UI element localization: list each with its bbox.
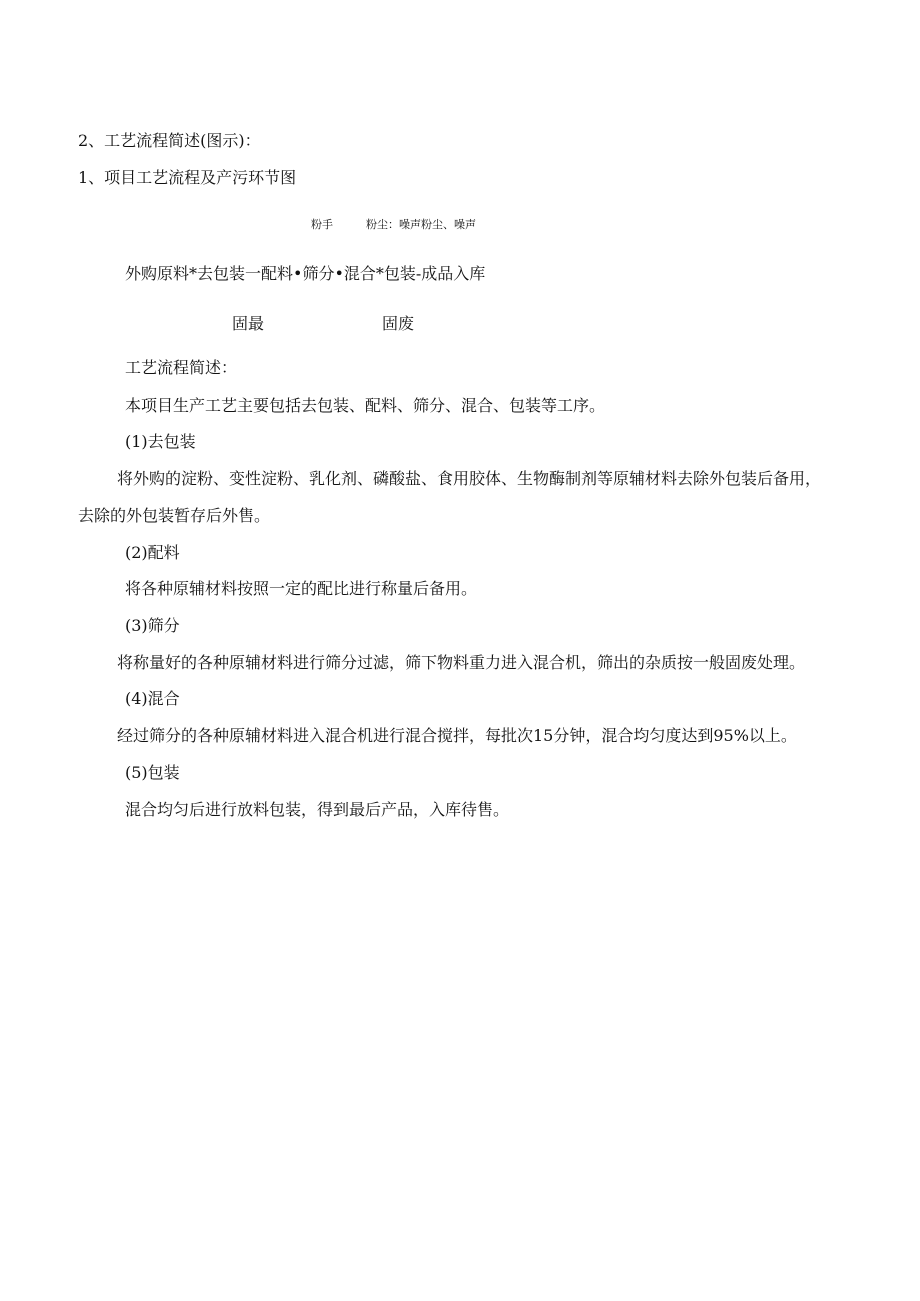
step-text: 将称量好的各种原辅材料进行筛分过滤，筛下物料重力进入混合机，筛出的杂质按一般固废处理。: [117, 653, 806, 672]
description-title: 工艺流程简述：: [125, 358, 238, 377]
step-heading: (3)筛分: [125, 616, 180, 635]
emission-label-dust-noise: 粉尘：噪声粉尘、噪声: [366, 218, 476, 231]
step-heading: (5)包装: [125, 763, 180, 782]
description-intro: 本项目生产工艺主要包括去包装、配料、筛分、混合、包装等工序。: [125, 396, 606, 415]
section-1-heading: 1、项目工艺流程及产污环节图: [78, 168, 297, 187]
step-heading: (1)去包装: [125, 432, 196, 451]
step-text: 混合均匀后进行放料包装，得到最后产品，入库待售。: [125, 800, 510, 819]
flow-line: 外购原料*去包装一配料•筛分•混合*包装-成品入库: [125, 264, 486, 283]
waste-label-1: 固最: [232, 314, 265, 333]
emission-label-dust: 粉手: [311, 218, 333, 231]
section-2-heading: 2、工艺流程简述(图示)：: [78, 131, 261, 150]
waste-label-2: 固废: [382, 314, 415, 333]
step-heading: (4)混合: [125, 689, 180, 708]
step-text: 去除的外包装暂存后外售。: [78, 506, 271, 525]
step-text: 将各种原辅材料按照一定的配比进行称量后备用。: [125, 579, 478, 598]
step-heading: (2)配料: [125, 543, 180, 562]
step-text: 经过筛分的各种原辅材料进入混合机进行混合搅拌，每批次15分钟，混合均匀度达到95%以上。: [117, 726, 797, 745]
step-text: 将外购的淀粉、变性淀粉、乳化剂、磷酸盐、食用胶体、生物酶制剂等原辅材料去除外包装后备用，: [117, 469, 822, 488]
